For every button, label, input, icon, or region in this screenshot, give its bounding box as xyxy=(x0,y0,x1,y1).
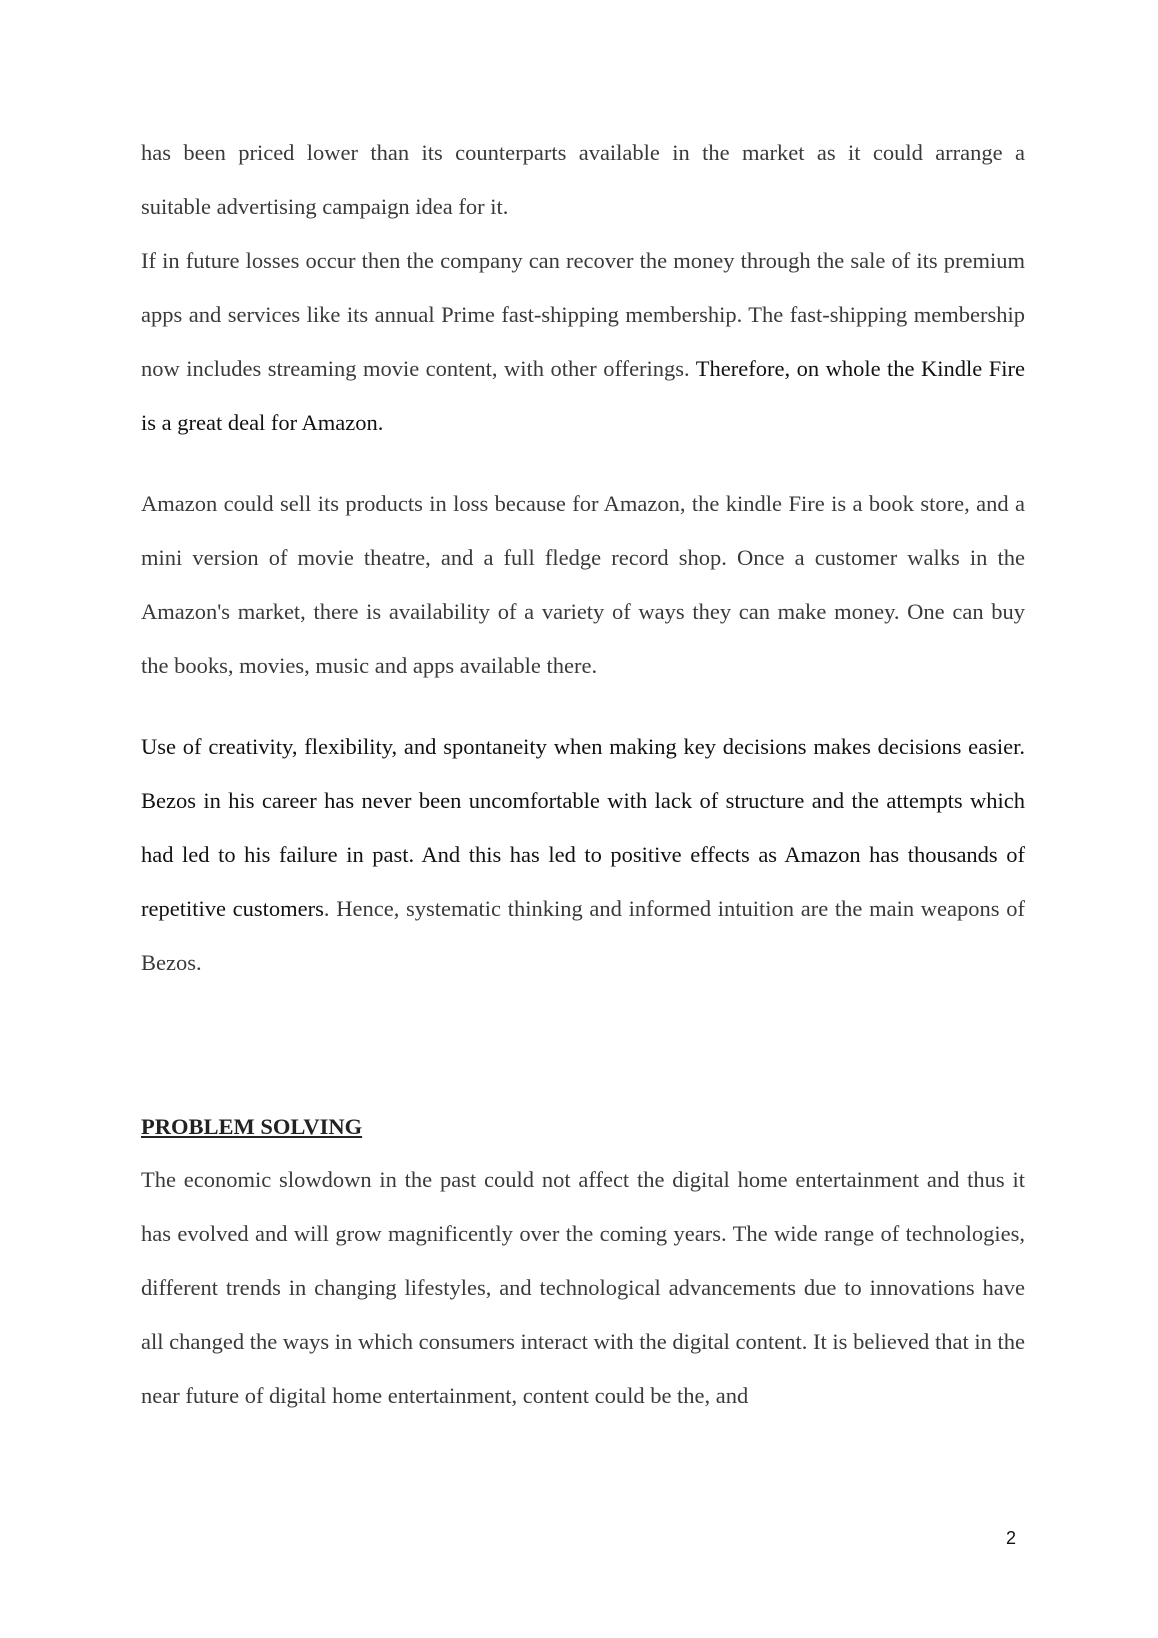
paragraph-text-emphasis: Use of creativity, flexibility, and spontaneity when making key decisions makes decisions easier. Bezos in his career has never been uncomfortable with lack of structure and the attempts which had led to his failure in past. And this has led to positive effects as Amazon has thousands of repetitive customers xyxy=(141,734,1025,921)
paragraph-line: suitable advertising campaign idea for it. xyxy=(141,194,509,219)
paragraph-creativity xyxy=(141,720,1025,990)
paragraph-losses-recovery xyxy=(141,234,1025,450)
paragraph-text: . Hence, systematic thinking and informed intuition are the main weapons of Bezos. xyxy=(141,896,1025,975)
paragraph-text-emphasis: Therefore, on whole the Kindle Fire is a great deal for Amazon. xyxy=(141,356,1026,435)
paragraph-line: has been priced lower than its counterparts available in the market as it could arrange a xyxy=(141,140,1025,165)
paragraph-problem-solving: The economic slowdown in the past could not affect the digital home entertainment and thus it has evolved and will grow magnificently over the coming years. The wide range of technologies, different trends in changing lifestyles, and technological advancements due to innovations have all changed the ways in which consumers interact with the digital content. It is believed that in the near future of digital home entertainment, content could be the, and xyxy=(141,1167,1025,1408)
page-number: 2 xyxy=(1006,1528,1017,1548)
paragraph-text: If in future losses occur then the company can recover the money through the sale of its premium apps and services like its annual Prime fast-shipping membership. The fast-shipping membership now includes streaming movie content, with other offerings. xyxy=(141,248,1025,381)
paragraph-amazon-loss: Amazon could sell its products in loss because for Amazon, the kindle Fire is a book store, and a mini version of movie theatre, and a full fledge record shop. Once a customer walks in the Amazon's market, there is availability of a variety of ways they can make money. One can buy the books, movies, music and apps available there. xyxy=(141,491,1025,678)
section-heading: PROBLEM SOLVING xyxy=(141,1114,363,1139)
paragraph-continuation xyxy=(141,126,1025,234)
